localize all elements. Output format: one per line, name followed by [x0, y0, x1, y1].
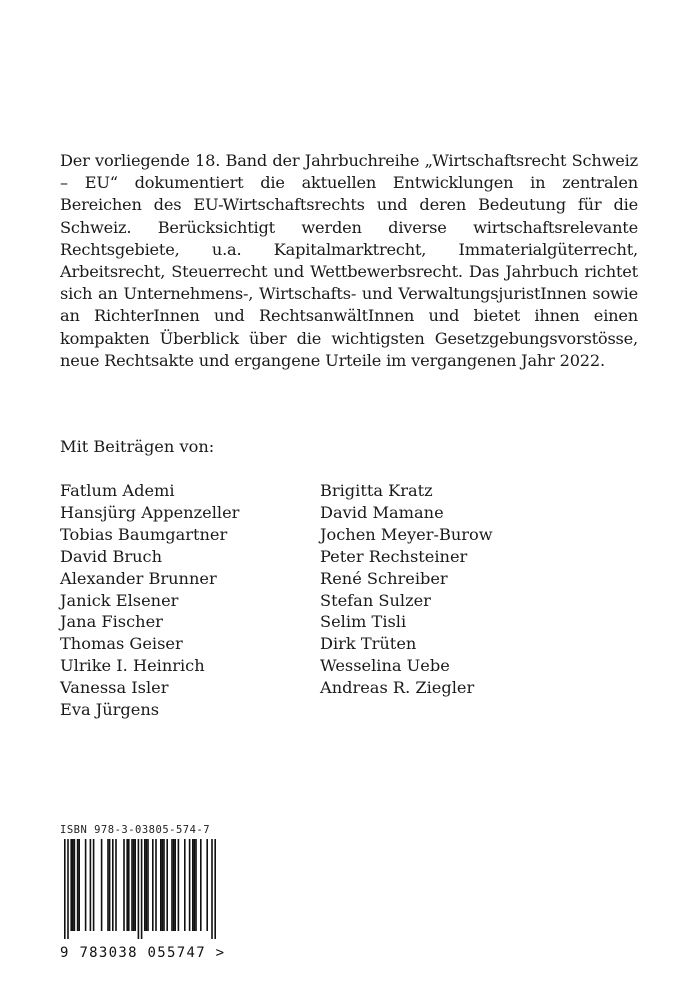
- contributor-name: Stefan Sulzer: [320, 590, 431, 610]
- barcode-bar: [101, 839, 103, 931]
- barcode-bar: [138, 839, 140, 939]
- barcode-digits: 9 783038 055747 >: [60, 945, 226, 961]
- barcode-bar: [141, 839, 143, 939]
- contributor-name: Wesselina Uebe: [320, 656, 450, 676]
- contributor-name: Eva Jürgens: [60, 700, 160, 720]
- barcode-bar: [152, 839, 154, 931]
- barcode-bar: [126, 839, 128, 931]
- barcode-bar: [155, 839, 157, 931]
- contributor-name: David Mamane: [320, 502, 444, 522]
- barcode-bar: [162, 839, 164, 931]
- contributor-name: Brigitta Kratz: [320, 481, 433, 500]
- barcode-bar: [200, 839, 202, 931]
- barcode-bar: [107, 839, 109, 931]
- barcode-bar: [72, 839, 74, 931]
- barcode-bar: [171, 839, 173, 931]
- barcode-bar: [189, 839, 191, 931]
- barcode-bar: [160, 839, 162, 931]
- barcode-bar: [184, 839, 186, 931]
- barcode-bar: [195, 839, 197, 931]
- barcode-bar: [192, 839, 194, 931]
- barcode-bar: [85, 839, 87, 931]
- barcode-bar: [174, 839, 176, 931]
- barcode-bar: [109, 839, 111, 931]
- barcode-bar: [163, 839, 165, 931]
- contributor-name: Hansjürg Appenzeller: [60, 502, 240, 522]
- isbn-label: ISBN 978-3-03805-574-7: [60, 824, 211, 836]
- barcode-bar: [211, 839, 213, 939]
- blurb-text: Der vorliegende 18. Band der Jahrbuchreihe „Wirtschaftsrecht Schweiz – EU“ dokumentiert die aktuellen Entwicklungen in zentralen Bereichen des EU-Wirtschaftsrechts und deren Bedeutung für die Schweiz. Berücksichtigt werden diverse wirtschaftsrelevante Rechtsgebiete, u.a. Kapitalmarktrecht, Immaterialgüterrecht, Arbeitsrecht, Steuerrecht und Wettbewerbsrecht. Das Jahrbuch richtet sich an Unternehmens-, Wirtschafts- und VerwaltungsjuristInnen sowie an RichterInnen und RechtsanwältInnen und bietet ihnen einen kompakten Überblick über die wichtigsten Gesetzgebungsvorstösse, neue Rechtsakte und ergangene Urteile im vergangenen Jahr 2022.: [60, 151, 638, 370]
- barcode-bar: [166, 839, 168, 931]
- contributor-name: Selim Tisli: [320, 612, 407, 632]
- barcode-bar: [64, 839, 66, 939]
- barcode-bar: [123, 839, 125, 931]
- barcode-bar: [147, 839, 149, 931]
- barcode-bar: [133, 839, 135, 931]
- barcode-bar: [115, 839, 117, 931]
- barcode-bar: [144, 839, 146, 931]
- contributor-name: Vanessa Isler: [60, 678, 169, 698]
- barcode-bar: [173, 839, 175, 931]
- contributor-name: Jochen Meyer-Burow: [320, 524, 493, 544]
- isbn-barcode: [60, 824, 226, 961]
- barcode-bar: [178, 839, 180, 931]
- contributor-name: Peter Rechsteiner: [320, 546, 468, 566]
- contributor-name: Ulrike I. Heinrich: [60, 656, 205, 676]
- barcode-bar: [146, 839, 148, 931]
- barcode-bar: [128, 839, 130, 931]
- barcode-bar: [74, 839, 76, 931]
- contributors-right-column: [320, 480, 580, 699]
- barcode-bar: [112, 839, 114, 931]
- barcode-bar: [134, 839, 136, 931]
- barcode-bar: [67, 839, 69, 939]
- barcode-bar: [214, 839, 216, 939]
- barcode-bar: [93, 839, 95, 931]
- barcode-bar: [70, 839, 72, 931]
- barcode-bar: [206, 839, 208, 931]
- contributor-name: David Bruch: [60, 546, 163, 566]
- contributor-name: Tobias Baumgartner: [60, 524, 228, 544]
- contributor-name: Thomas Geiser: [60, 634, 183, 654]
- barcode-bar: [78, 839, 80, 931]
- contributor-name: Janick Elsener: [60, 590, 179, 610]
- barcode-bar: [77, 839, 79, 931]
- contributor-name: Fatlum Ademi: [60, 481, 175, 500]
- contributors-heading: Mit Beiträgen von:: [60, 437, 215, 456]
- contributor-name: René Schreiber: [320, 568, 448, 588]
- barcode-bar: [90, 839, 92, 931]
- contributor-name: Alexander Brunner: [60, 568, 217, 588]
- contributors-left-column: [60, 480, 320, 721]
- contributor-name: Dirk Trüten: [320, 634, 417, 654]
- barcode-bar: [194, 839, 196, 931]
- contributor-name: Andreas R. Ziegler: [320, 678, 475, 698]
- contributor-name: Jana Fischer: [60, 612, 163, 632]
- barcode-bar: [131, 839, 133, 931]
- barcode-bars: [60, 839, 220, 939]
